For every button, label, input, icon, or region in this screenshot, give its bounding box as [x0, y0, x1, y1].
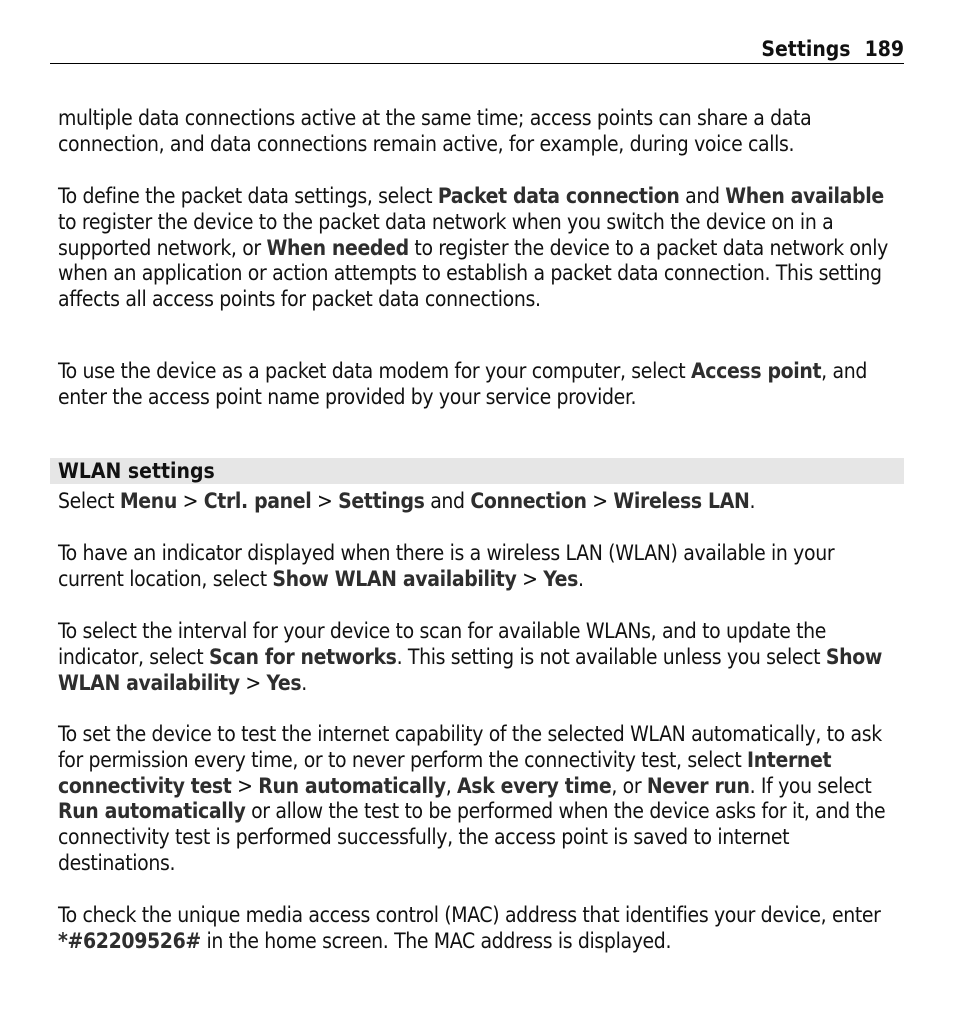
- text-run: and: [679, 184, 726, 208]
- menu-path-settings: Settings: [338, 489, 425, 513]
- option-never-run: Never run: [646, 773, 750, 798]
- page-number: 189: [864, 37, 904, 61]
- text-run: To select the interval for your device to scan for available WLANs, and to update the indicator, select: [58, 619, 827, 669]
- mac-address-code: *#62209526#: [58, 928, 201, 953]
- text-run: >: [176, 489, 204, 513]
- paragraph-connectivity-test: [58, 722, 904, 877]
- option-yes: Yes: [543, 566, 579, 591]
- paragraph-scan-interval: [58, 619, 904, 696]
- option-yes: Yes: [266, 670, 302, 695]
- option-run-automatically: Run automatically: [58, 799, 246, 824]
- text-run: , or: [611, 773, 647, 798]
- option-run-automatically: Run automatically: [258, 773, 446, 798]
- option-access-point: Access point: [691, 359, 822, 383]
- section-heading-wlan-settings: WLAN settings: [58, 459, 215, 483]
- text-run: or allow the test to be performed when the device asks for it, and the connectivity test is performed successfully, the access point is saved to internet destinations.: [58, 799, 886, 875]
- text-run: in the home screen. The MAC address is displayed.: [200, 928, 672, 953]
- text-run: >: [239, 670, 267, 695]
- option-ask-every-time: Ask every time: [457, 773, 612, 798]
- text-run: To use the device as a packet data modem for your computer, select: [58, 359, 691, 383]
- text-run: to register the device to a packet data network only when an application or action attempts to establish a packet data connection. This setting affects all access points for packet data connections.: [58, 235, 888, 312]
- text-run: . If you select: [749, 773, 872, 798]
- text-run: Select: [58, 489, 120, 513]
- option-when-available: When available: [725, 184, 884, 208]
- menu-path-wireless-lan: Wireless LAN: [613, 489, 750, 513]
- option-packet-data-connection: Packet data connection: [437, 184, 680, 208]
- text-run: . This setting is not available unless you select: [396, 644, 826, 669]
- text-run: >: [231, 773, 259, 798]
- paragraph-continuation: [58, 106, 904, 158]
- text-run: .: [301, 670, 307, 695]
- text-run: to register the device to the packet data network when you switch the device on in a supported network, or: [58, 209, 834, 260]
- paragraph-wlan-indicator: [58, 541, 904, 593]
- text-run: and: [424, 489, 471, 513]
- paragraph-wlan-path: [58, 489, 904, 515]
- text-run: ,: [445, 773, 458, 798]
- menu-path-menu: Menu: [119, 489, 177, 513]
- text-run: .: [578, 566, 584, 591]
- option-show-wlan-availability: Show WLAN availability: [272, 566, 517, 591]
- paragraph-packet-data-modem: [58, 359, 904, 411]
- text-run: >: [516, 566, 544, 591]
- text-run: To define the packet data settings, select: [58, 184, 438, 208]
- header-section-title: Settings: [761, 37, 851, 61]
- paragraph-line: connection, and data connections remain active, for example, during voice calls.: [58, 131, 795, 156]
- text-run: To set the device to test the internet capability of the selected WLAN automatically, to ask for permission every time, or to never perform the connectivity test, select: [58, 722, 882, 772]
- paragraph-mac-address: [58, 903, 904, 955]
- text-run: >: [586, 489, 614, 513]
- option-show-wlan-availability: Show WLAN availability: [58, 644, 882, 695]
- option-scan-for-networks: Scan for networks: [209, 644, 397, 669]
- menu-path-ctrl-panel: Ctrl. panel: [203, 489, 312, 513]
- section-heading-bar: [50, 458, 904, 484]
- paragraph-line: multiple data connections active at the same time; access points can share a data: [58, 106, 812, 130]
- paragraph-packet-data-settings: [58, 184, 904, 313]
- option-internet-connectivity-test: Internet connectivity test: [58, 747, 832, 798]
- option-when-needed: When needed: [266, 235, 409, 260]
- text-run: .: [749, 489, 756, 513]
- text-run: To have an indicator displayed when there is a wireless LAN (WLAN) available in your current location, select: [58, 541, 835, 591]
- menu-path-connection: Connection: [470, 489, 587, 513]
- text-run: >: [311, 489, 339, 513]
- page-header: [50, 36, 904, 64]
- text-run: To check the unique media access control (MAC) address that identifies your device, enter: [58, 903, 881, 927]
- text-run: , and enter the access point name provided by your service provider.: [58, 359, 867, 409]
